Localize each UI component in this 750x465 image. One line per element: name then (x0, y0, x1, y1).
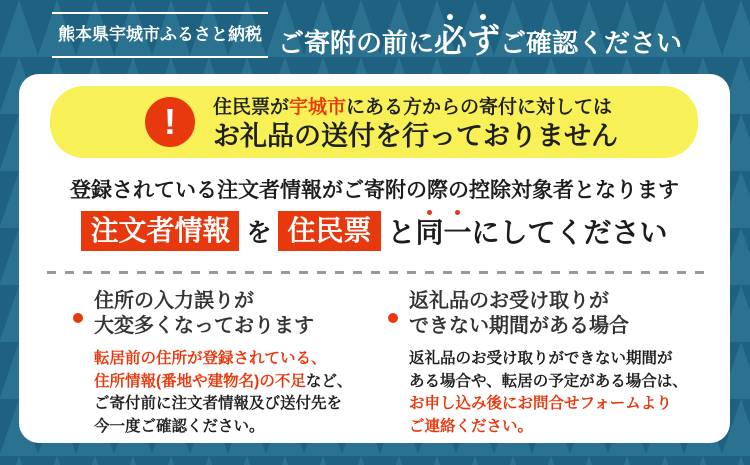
left-body (94, 348, 352, 438)
left-body-line1: 転居前の住所が登録されている、 (94, 350, 327, 367)
left-body-line2-black: など、 (305, 372, 353, 390)
title-emphasis: 必ず (434, 22, 501, 59)
title-text-before: ご寄附の前に (278, 28, 435, 58)
tail-post: にしてください (471, 217, 668, 248)
right-heading-line1: 返礼品のお受け取りが (409, 290, 609, 312)
notice-particle: を (246, 219, 272, 247)
right-column-text (409, 289, 688, 438)
site-label: 熊本県宇城市ふるさと納税 (52, 12, 268, 58)
column-delivery-period (388, 289, 688, 438)
tail-pre: と (387, 217, 416, 248)
left-body-line2-red: 住所情報(番地や建物名)の不足 (94, 372, 306, 390)
bullet-icon (388, 313, 398, 323)
right-heading (409, 289, 688, 338)
right-body-line2: ある場合や、転居の予定がある場合は、 (409, 372, 688, 390)
notice-tail (388, 211, 668, 251)
highlight-box-orderer-info: 注文者情報 (81, 211, 239, 251)
right-heading-line2: できない期間がある場合 (409, 314, 629, 337)
page-title (278, 22, 682, 62)
right-body-line4: ご連絡ください。 (409, 417, 534, 435)
notice-intro: 登録されている注文者情報がご寄附の際の控除対象者となります (70, 179, 679, 202)
dashed-divider (47, 271, 705, 274)
left-body-line2 (94, 371, 352, 394)
right-body (409, 348, 688, 438)
left-heading-line1: 住所の入力誤りが (94, 290, 254, 312)
tail-emphasis: 同一 (415, 217, 472, 248)
left-column-text (94, 289, 352, 438)
alert-line1-pre: 住民票が (213, 97, 290, 118)
bullet-icon (73, 313, 83, 323)
left-body-line4: 今一度ご確認ください。 (94, 417, 265, 435)
notice-card (19, 74, 730, 443)
left-heading (94, 289, 352, 338)
alert-line2: お礼品の送付を行っておりません (213, 121, 618, 151)
left-body-line3: ご寄付前に注文者情報及び送付先を (94, 395, 343, 412)
alert-text (213, 95, 618, 152)
left-heading-line2: 大変多くなっております (94, 314, 314, 337)
exclamation-icon: ! (145, 97, 195, 147)
alert-banner (50, 86, 698, 158)
column-address-errors (73, 289, 352, 438)
alert-line1-post: にある方からの寄付に対しては (346, 97, 613, 118)
notice-main (19, 208, 730, 254)
alert-line1-city: 宇城市 (289, 97, 347, 118)
title-text-after: ご確認ください (500, 28, 683, 58)
right-body-line3: お申し込み後にお問合せフォームより (409, 395, 672, 412)
alert-line1 (213, 95, 618, 121)
right-body-line1: 返礼品のお受け取りができない期間が (409, 350, 673, 367)
highlight-box-resident-card: 住民票 (278, 211, 380, 251)
